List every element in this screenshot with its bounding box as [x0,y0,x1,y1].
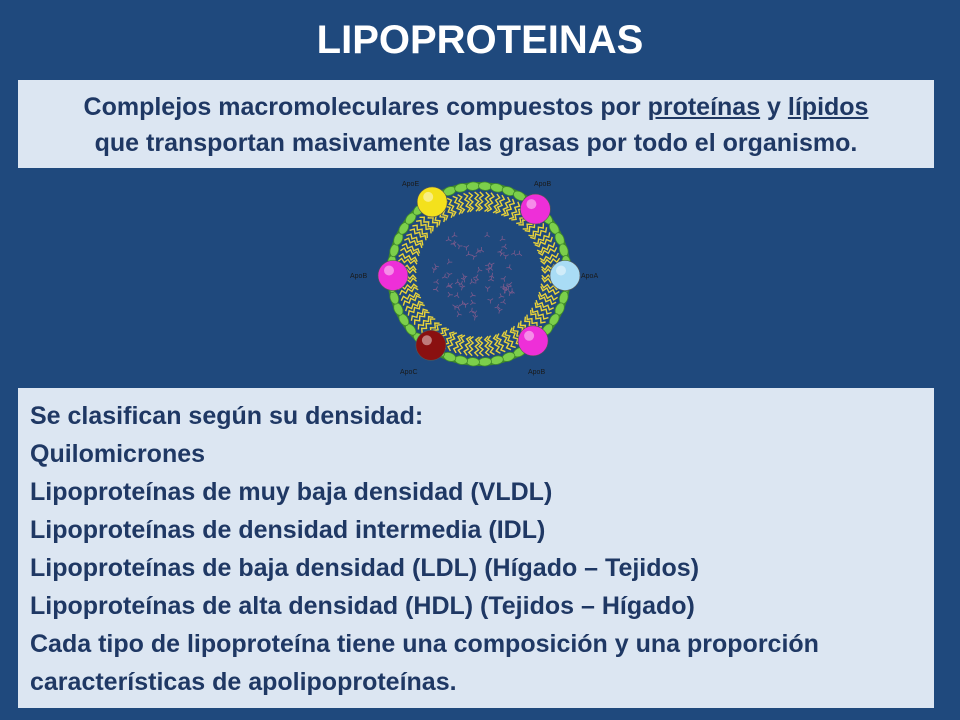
core-lipid-mark [499,293,505,299]
apob-top-protein [520,194,550,224]
apoe-label: ApoE [402,181,420,188]
lipids-term: lípidos [787,93,869,121]
core-lipid-mark [494,304,500,310]
apoa-label: ApoA [581,273,599,280]
apob-bottom-label: ApoB [528,369,546,376]
core-lipid-mark [445,259,452,266]
apob-bottom-protein [518,326,548,356]
apob-top-protein-highlight [526,199,536,209]
definition-text: Complejos macromoleculares compuestos por [83,93,648,121]
core-lipid-mark [463,243,470,250]
slide-title: LIPOPROTEINAS [316,18,644,62]
apob-top-label: ApoB [534,181,552,188]
core-lipid-mark [448,292,453,297]
lipid-tail [485,192,490,211]
core-lipid-mark [465,251,472,258]
apob-left-label: ApoB [350,273,368,280]
core-lipid-mark [451,240,457,246]
core-lipid-mark [496,308,502,314]
core-lipid-mark [451,303,458,310]
core-lipid-mark [459,284,466,291]
core-lipid-mark [470,292,476,298]
composition-note-line-2: características de apolipoproteínas. [30,668,457,696]
core-lipid-mark [433,279,438,284]
definition-conjunction: y [760,93,788,121]
apoa-protein [550,261,580,291]
apob-left-protein [378,261,408,291]
core-lipid-mark [500,299,506,305]
core-lipid-mark [498,236,505,243]
core-lipid-mark [446,236,453,243]
core-lipid-mark [478,247,485,254]
definition-line-1 [18,89,934,125]
core-lipid-mark [431,267,437,273]
apob-bottom-protein-highlight [524,331,534,341]
apolipoproteins [378,187,580,360]
definition-line-2: que transportan masivamente las grasas por todo el organismo. [94,129,858,157]
core-lipid-mark [506,264,513,271]
lipid-tail [469,337,474,356]
apob-left-protein-highlight [384,266,394,276]
core-lipid-mark [485,232,490,237]
core-lipid-mark [487,276,494,283]
core-lipid-mark [471,253,477,259]
core-lipid-mark [516,251,523,258]
classification-heading: Se clasifican según su densidad: [30,402,424,430]
core-lipid-mark [470,300,476,306]
core-lipid-mark [459,301,466,308]
core-lipid-mark [455,279,460,284]
list-item-hdl: Lipoproteínas de alta densidad (HDL) (Tejidos – Hígado) [30,592,695,620]
core-lipid-mark [489,272,495,278]
core-lipid-mark [501,244,507,250]
apoe-protein [417,187,447,217]
definition-box [18,80,934,168]
core-lipid-mark [432,262,439,269]
list-item-quilomicrones: Quilomicrones [30,440,206,468]
core-lipid-mark [488,297,495,304]
list-item-ldl: Lipoproteínas de baja densidad (LDL) (Hígado – Tejidos) [30,554,700,582]
core-lipid-mark [489,261,496,268]
lipid-tail [475,192,480,211]
core-lipid-mark [433,287,439,293]
core-lipid-mark [501,275,508,282]
core-lipid-mark [503,252,510,259]
classification-box [18,388,934,708]
core-lipid-mark [463,302,469,308]
core-lipid-mark [472,315,478,321]
apoc-protein [416,330,446,360]
apoe-protein-highlight [423,192,433,202]
core-lipid-mark [447,283,452,288]
core-lipid-mark [455,310,462,317]
core-lipid-mark [450,232,457,239]
core-lipid-mark [497,248,504,255]
core-lipid-mark [454,292,460,298]
list-item-idl: Lipoproteínas de densidad intermedia (IDL) [30,516,546,544]
core-lipid-mark [441,274,448,281]
core-lipid-mark [511,250,517,256]
core-lipid-mark [451,241,456,246]
apoc-protein-highlight [422,335,432,345]
list-item-vldl: Lipoproteínas de muy baja densidad (VLDL) [30,478,553,506]
lipid-core [431,232,523,321]
apoc-label: ApoC [400,369,418,376]
core-lipid-mark [476,266,482,272]
lipid-tail [479,337,484,356]
core-lipid-mark [455,242,462,249]
core-lipid-mark [485,287,490,292]
proteins-term: proteínas [647,93,761,121]
core-lipid-mark [468,308,475,315]
core-lipid-mark [447,271,453,277]
composition-note-line-1: Cada tipo de lipoproteína tiene una composición y una proporción [30,630,819,658]
core-lipid-mark [474,248,481,255]
apoa-protein-highlight [556,266,566,276]
lipoprotein-diagram [345,174,615,380]
